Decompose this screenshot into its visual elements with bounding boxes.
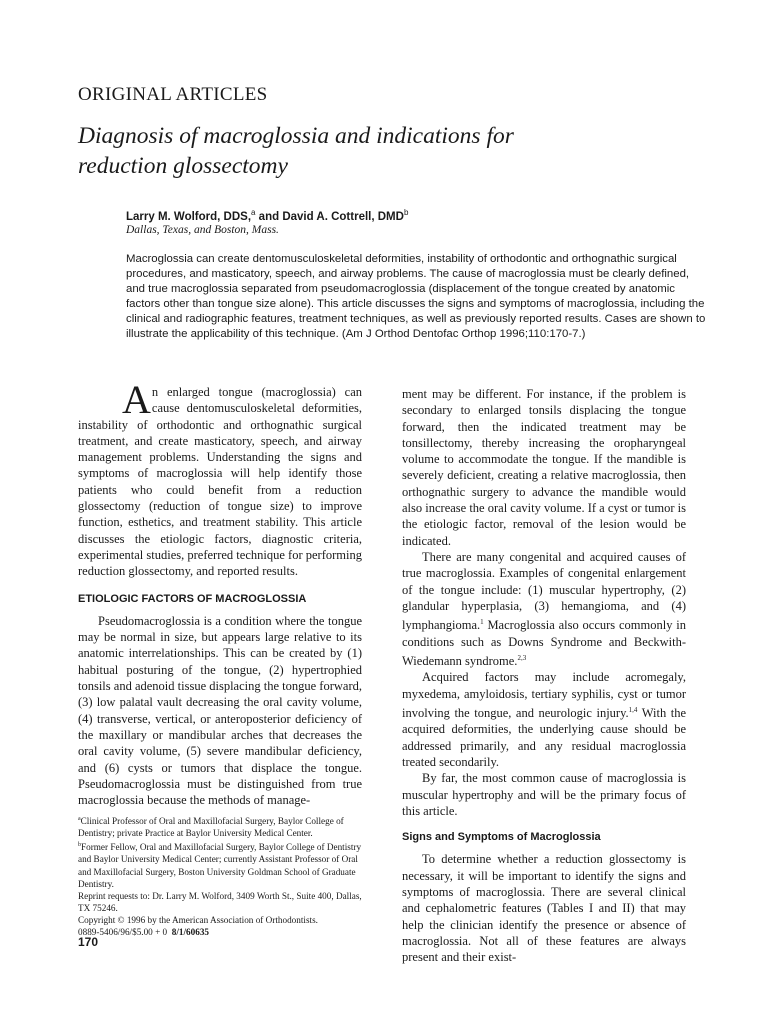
right-column — [402, 386, 686, 966]
abstract: Macroglossia can create dentomusculoskeletal deformities, instability of orthodontic and orthognathic surgical procedures, and masticatory, speech, and airway problems. The cause of macroglossia must be clearly defined, and true macroglossia separated from pseudomacroglossia (displacement of the tongue created by anatomic factors other than tongue size alone). This article discusses the signs and symptoms of macroglossia, including the clinical and radiographic features, treatment techniques, as well as previously reported results. Cases are shown to illustrate the applicability of this technique. (Am J Orthod Dentofac Orthop 1996;110:170-7.) — [126, 253, 706, 340]
footnote-b-text: Former Fellow, Oral and Maxillofacial Surgery, Baylor College of Dentistry and Baylor University Medical Center; currently Assistant Professor of Oral and Maxillofacial Surgery, Boston University Goldman School of Graduate Dentistry. — [78, 842, 362, 889]
title-line-2: reduction glossectomy — [78, 153, 288, 179]
signs-symptoms-paragraph: To determine whether a reduction glossectomy is necessary, it will be important to identify the signs and symptoms of macroglossia. There are several clinical and cephalometric features (Tables I and II) that may help the clinician identify the presence or absence of macroglossia. Not all of these features are always present and their exist- — [402, 852, 686, 965]
drop-cap: A — [122, 377, 151, 422]
acquired-rest: With the acquired deformities, the underlying cause should be addressed primarily, and any residual macroglossia treated secondarily. — [402, 706, 686, 769]
ref-2-3: 2,3 — [517, 653, 527, 662]
article-title — [78, 121, 698, 181]
signs-symptoms-heading: Signs and Symptoms of Macroglossia — [402, 831, 601, 844]
author-1: Larry M. Wolford, DDS, — [126, 210, 252, 223]
acquired-text: Acquired factors may include acromegaly, myxedema, amyloidosis, tertiary syphilis, cyst or tumor involving the tongue, and neurologic injury. — [402, 670, 686, 721]
page-number: 170 — [78, 935, 99, 949]
footnote-a-text: Clinical Professor of Oral and Maxillofacial Surgery, Baylor College of Dentistry; private Practice at Baylor University Medical Center. — [78, 816, 344, 839]
footnote-b — [78, 839, 364, 889]
etiologic-factors-heading: ETIOLOGIC FACTORS OF MACROGLOSSIA — [78, 592, 307, 605]
ref-1: 1 — [480, 618, 484, 627]
copyright-notice: Copyright © 1996 by the American Association of Orthodontists. — [78, 914, 318, 925]
footnotes — [78, 813, 364, 938]
title-line-1: Diagnosis of macroglossia and indications for — [78, 123, 514, 149]
congenital-text: There are many congenital and acquired causes of true macroglossia. Examples of congenital enlargement of the tongue include: (1) muscular hypertrophy, (2) glandular hyperplasia, (3) hemangioma, and (4) lymphangioma. — [402, 549, 686, 633]
author-1-mark: a — [251, 208, 256, 217]
intro-text: n enlarged tongue (macroglossia) can cause dentomusculoskeletal deformities, instability of orthodontic and orthognathic surgical treatment, and create masticatory, speech, and airway management problems. Understanding the signs and symptoms of macroglossia will help identify those patients who could benefit from a reduction glossectomy (reduction of tongue size) to improve function, esthetics, and treatment stability. This article discusses the etiologic factors, diagnostic criteria, experimental studies, preferred technique for performing reduction glossectomy, and reported results. — [78, 385, 362, 579]
article-code-prefix: 0889-5406/96/$5.00 + 0 — [78, 926, 168, 937]
intro-paragraph — [78, 377, 362, 580]
pseudomacroglossia-paragraph: Pseudomacroglossia is a condition where the tongue may be normal in size, but appears large relative to its anatomic interrelationships. This can be created by (1) habitual posturing of the tongue, (2) hypertrophied tonsils and adenoid tissue displacing the tongue forward, (3) low palatal vault decreasing the oral cavity volume, (4) transverse, vertical, or anteroposterior deficiency of the maxillary or mandibular arches that decreases the oral cavity volume, (5) severe mandibular deficiency, and (6) cysts or tumors that displace the tongue. Pseudomacroglossia must be distinguished from true macroglossia because the methods of manage- — [78, 613, 362, 808]
reprint-requests: Reprint requests to: Dr. Larry M. Wolford, 3409 Worth St., Suite 400, Dallas, TX 75246. — [78, 890, 362, 913]
author-2: and David A. Cottrell, DMD — [255, 210, 404, 223]
footnote-a-mark: a — [78, 816, 81, 822]
congenital-causes-paragraph — [402, 549, 686, 669]
management-paragraph: ment may be different. For instance, if the problem is secondary to enlarged tonsils displacing the tongue forward, then the indicated treatment may be tonsillectomy, thereby increasing the oropharyngeal volume to accommodate the tongue. If the mandible is severely deficient, creating a relative macroglossia, then orthognathic surgery to advance the mandible would also increase the oral cavity volume. If a cyst or tumor is the etiologic factor, removal of the lesion would be indicated. — [402, 387, 686, 548]
author-affiliation: Dallas, Texas, and Boston, Mass. — [126, 224, 279, 236]
footnote-a — [78, 813, 364, 839]
footnote-b-mark: b — [78, 842, 81, 849]
author-2-mark: b — [403, 208, 409, 217]
section-heading: ORIGINAL ARTICLES — [78, 84, 268, 105]
author-list — [126, 208, 408, 223]
syndrome-text: Macroglossia also occurs commonly in conditions such as Downs Syndrome and Beckwith-Wiedemann syndrome. — [402, 618, 686, 669]
left-column — [78, 377, 362, 808]
common-cause-paragraph: By far, the most common cause of macroglossia is muscular hypertrophy and will be the primary focus of this article. — [402, 771, 686, 818]
article-code-id: 8/1/60635 — [171, 926, 210, 937]
acquired-factors-paragraph — [402, 669, 686, 770]
article-code — [78, 926, 364, 938]
ref-1-4: 1,4 — [628, 705, 638, 714]
